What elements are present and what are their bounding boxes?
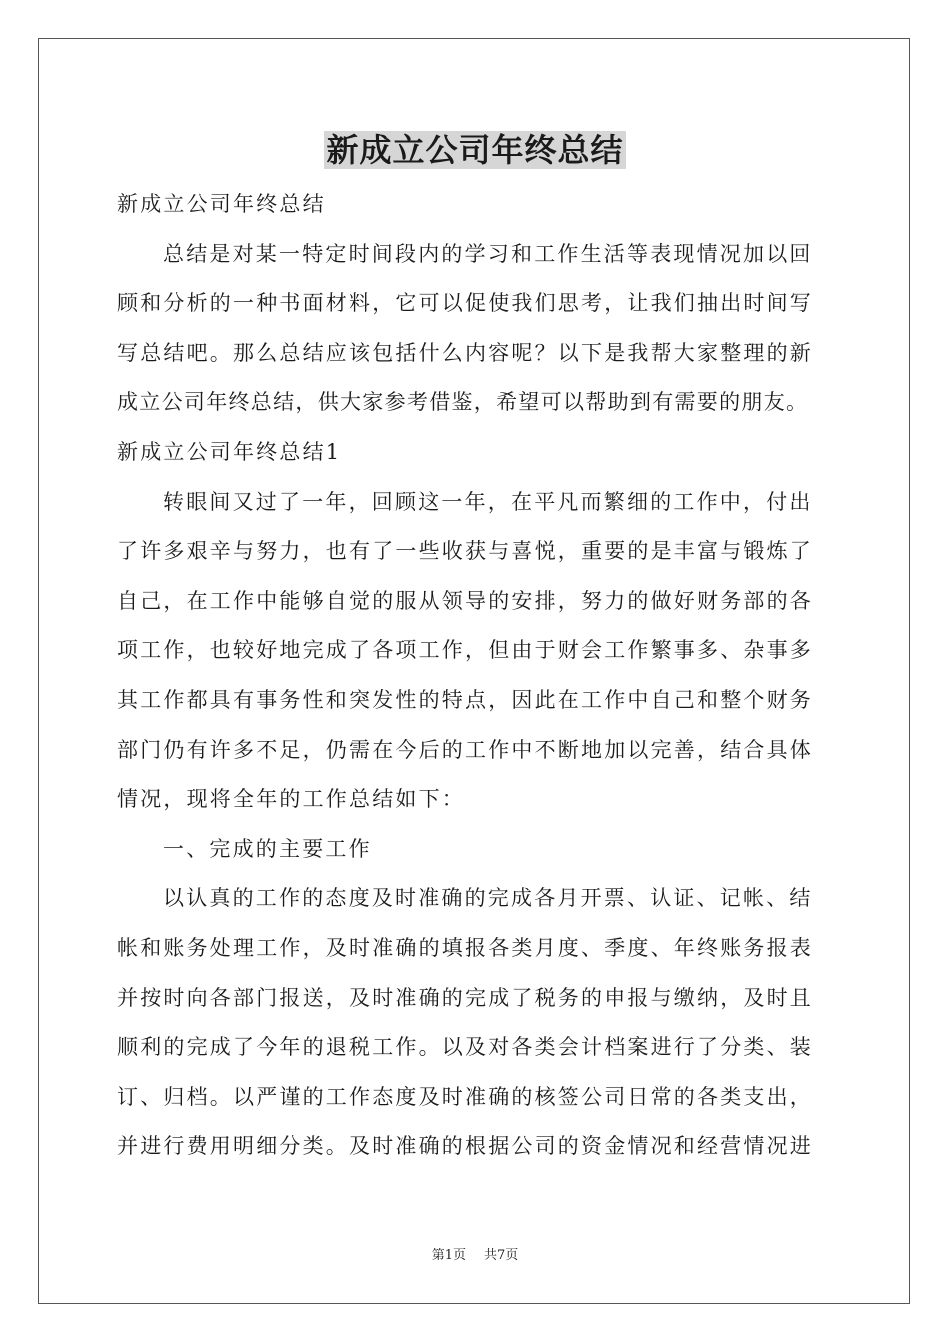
document-body [117, 180, 837, 1172]
body-paragraph-line: 以认真的工作的态度及时准确的完成各月开票、认证、记帐、结 [163, 886, 813, 911]
intro-paragraph-line: 总结是对某一特定时间段内的学习和工作生活等表现情况加以回 [163, 241, 813, 266]
subtitle-line: 新成立公司年终总结 [117, 192, 326, 216]
body-paragraph-line: 自己，在工作中能够自觉的服从领导的安排，努力的做好财务部的各 [117, 588, 813, 613]
body-paragraph-line: 订、归档。以严谨的工作态度及时准确的核签公司日常的各类支出， [117, 1084, 813, 1109]
page-number: 第1页 [431, 1248, 466, 1263]
page-footer [0, 1247, 950, 1265]
body-paragraph-line: 并进行费用明细分类。及时准确的根据公司的资金情况和经营情况进 [117, 1134, 813, 1159]
document-title [0, 128, 950, 172]
body-paragraph-line: 顺利的完成了今年的退税工作。以及对各类会计档案进行了分类、装 [117, 1035, 813, 1060]
intro-paragraph-line: 顾和分析的一种书面材料，它可以促使我们思考，让我们抽出时间写 [117, 291, 813, 316]
body-paragraph-line: 转眼间又过了一年，回顾这一年，在平凡而繁细的工作中，付出 [163, 489, 813, 514]
body-paragraph-line: 了许多艰辛与努力，也有了一些收获与喜悦，重要的是丰富与锻炼了 [117, 539, 813, 564]
intro-paragraph-line: 成立公司年终总结，供大家参考借鉴，希望可以帮助到有需要的朋友。 [117, 390, 809, 415]
intro-paragraph-line: 写总结吧。那么总结应该包括什么内容呢？以下是我帮大家整理的新 [117, 340, 813, 365]
body-paragraph-line: 帐和账务处理工作，及时准确的填报各类月度、季度、年终账务报表 [117, 935, 813, 960]
document-title-text: 新成立公司年终总结 [326, 131, 624, 169]
subsection-heading: 一、完成的主要工作 [163, 836, 372, 861]
page-total: 共7页 [484, 1248, 519, 1263]
body-paragraph-line: 其工作都具有事务性和突发性的特点，因此在工作中自己和整个财务 [117, 687, 813, 712]
body-paragraph-line: 项工作，也较好地完成了各项工作，但由于财会工作繁事多、杂事多 [117, 638, 813, 663]
body-paragraph-line: 情况，现将全年的工作总结如下： [117, 787, 465, 812]
body-paragraph-line: 部门仍有许多不足，仍需在今后的工作中不断地加以完善，结合具体 [117, 737, 813, 762]
body-paragraph-line: 并按时向各部门报送，及时准确的完成了税务的申报与缴纳，及时且 [117, 985, 813, 1010]
section-heading: 新成立公司年终总结1 [117, 439, 342, 464]
